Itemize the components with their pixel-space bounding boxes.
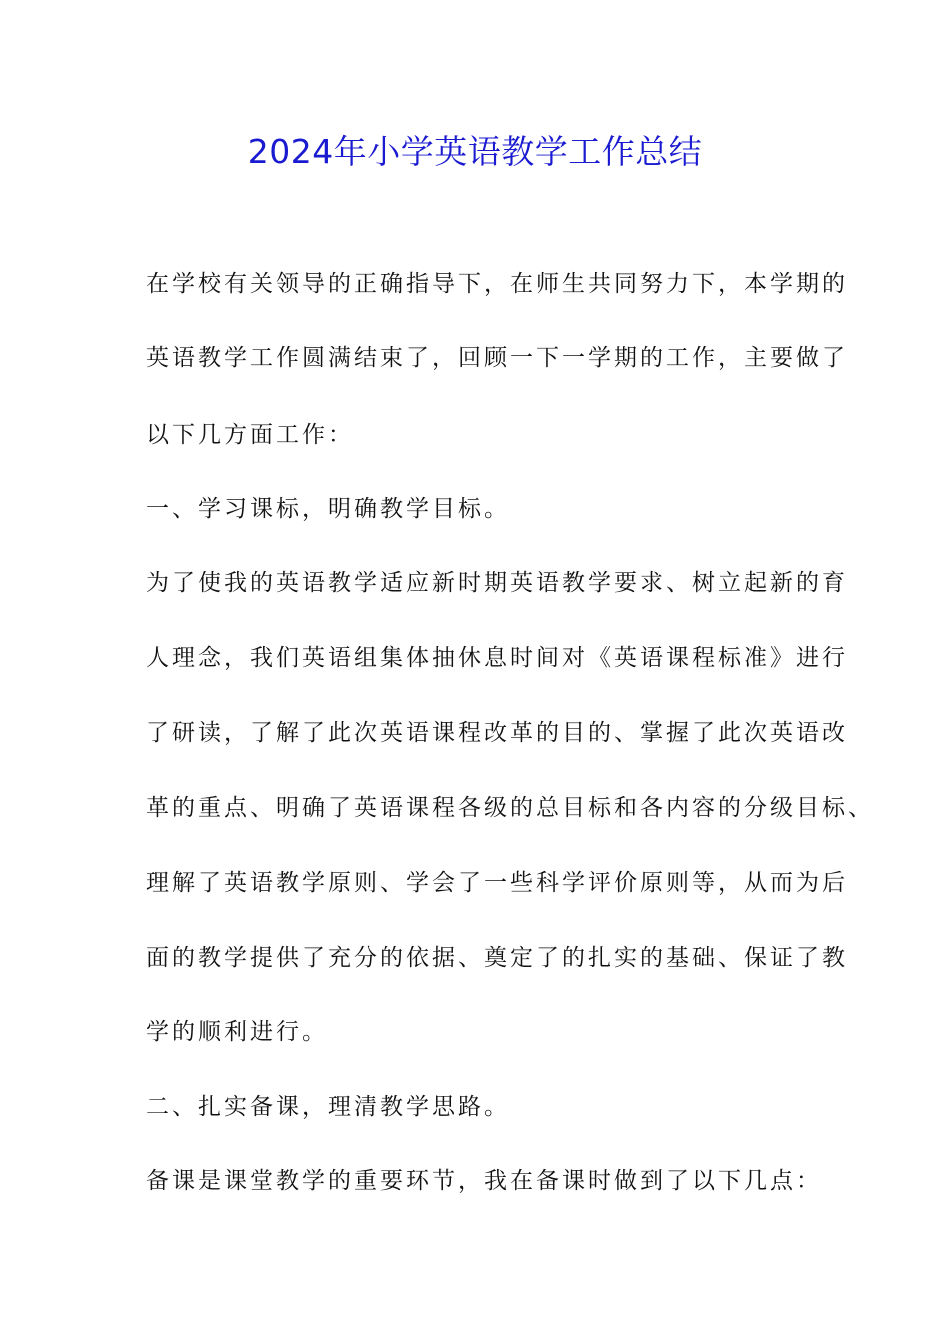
paragraph-line: 学的顺利进行。: [146, 1019, 328, 1045]
section-heading: 二、扎实备课，理清教学思路。: [146, 1094, 510, 1120]
section-heading: 一、学习课标，明确教学目标。: [146, 496, 510, 522]
paragraph-line: 为了使我的英语教学适应新时期英语教学要求、树立起新的育: [146, 570, 848, 596]
paragraph-line: 在学校有关领导的正确指导下，在师生共同努力下，本学期的: [146, 271, 848, 297]
paragraph-line: 人理念，我们英语组集体抽休息时间对《英语课程标准》进行: [146, 645, 848, 671]
paragraph-line: 理解了英语教学原则、学会了一些科学评价原则等，从而为后: [146, 870, 848, 896]
paragraph-line: 备课是课堂教学的重要环节，我在备课时做到了以下几点：: [146, 1168, 822, 1194]
paragraph-line: 了研读，了解了此次英语课程改革的目的、掌握了此次英语改: [146, 720, 848, 746]
paragraph-line: 革的重点、明确了英语课程各级的总目标和各内容的分级目标、: [146, 795, 874, 821]
paragraph-line: 以下几方面工作：: [146, 422, 354, 448]
document-title: 2024年小学英语教学工作总结: [247, 132, 703, 171]
paragraph-line: 英语教学工作圆满结束了，回顾一下一学期的工作，主要做了: [146, 345, 848, 371]
paragraph-line: 面的教学提供了充分的依据、奠定了的扎实的基础、保证了教: [146, 945, 848, 971]
